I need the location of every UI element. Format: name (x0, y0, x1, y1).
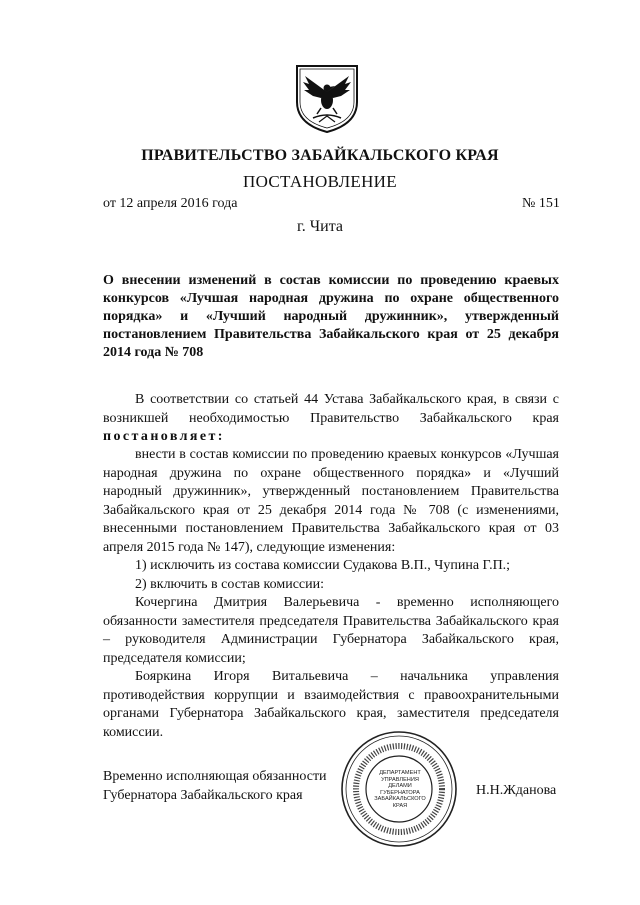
document-subject: О внесении изменений в состав комиссии по проведению краевых конкурсов «Лучшая народная дружина по охране общественного порядка» и «Лучший народный дружинник», утвержденный постановлением Правительства Забайкальского края от 25 декабря 2014 года № 708 (103, 273, 559, 360)
paragraph-member-2: Бояркина Игоря Витальевича – начальника управления противодействия коррупции и взаимодействия с правоохранительными органами Губернатора Забайкальского края, заместителя председателя комиссии. (103, 669, 559, 740)
signatory-position-line1: Временно исполняющая обязанности (103, 769, 327, 784)
paragraph-main: внести в состав комиссии по проведению краевых конкурсов «Лучшая народная дружина по охране общественного порядка» и «Лучший народный дружинник», утвержденный постановлением Правительства Забайкальского края от 25 декабря 2014 года № 708 (с изменениями, внесенными постановлением Правительства Забайкальского края от 03 апреля 2015 года № 147), следующие изменения: (103, 447, 559, 555)
resolution-verb: постановляет: (103, 429, 225, 444)
document-number: № 151 (522, 196, 560, 211)
stamp-line: ДЕПАРТАМЕНТ (379, 770, 421, 776)
stamp-text (374, 770, 426, 810)
government-title: ПРАВИТЕЛЬСТВО ЗАБАЙКАЛЬСКОГО КРАЯ (141, 147, 499, 164)
signatory-position (103, 768, 327, 805)
paragraph-exclude: 1) исключить из состава комиссии Судакова В.П., Чупина Г.П.; (135, 558, 511, 573)
stamp-line: ЗАБАЙКАЛЬСКОГО (374, 796, 426, 803)
document-city: г. Чита (296, 218, 343, 235)
stamp-line: УПРАВЛЕНИЯ (381, 776, 419, 783)
signatory-name: Н.Н.Жданова (476, 783, 557, 798)
document-body (103, 446, 559, 742)
document-type: ПОСТАНОВЛЕНИЕ (243, 172, 397, 191)
signatory-position-line2: Губернатора Забайкальского края (103, 787, 303, 803)
stamp-line: КРАЯ (392, 802, 408, 809)
preamble (103, 391, 559, 447)
stamp-line: ДЕЛАМИ (388, 783, 412, 790)
stamp-line: ГУБЕРНАТОРА (380, 789, 420, 796)
paragraph-include: 2) включить в состав комиссии: (135, 576, 324, 592)
paragraph-member-1: Кочергина Дмитрия Валерьевича - временно исполняющего обязанности заместителя председателя Правительства Забайкальского края – руководителя Администрации Губернатора Забайкальского края, председателя комиссии; (103, 595, 559, 666)
preamble-text: В соответствии со статьей 44 Устава Забайкальского края, в связи с возникшей необходимостью Правительство Забайкальского края (103, 392, 559, 426)
coat-of-arms-icon (291, 62, 363, 134)
document-date: от 12 апреля 2016 года (103, 196, 238, 211)
